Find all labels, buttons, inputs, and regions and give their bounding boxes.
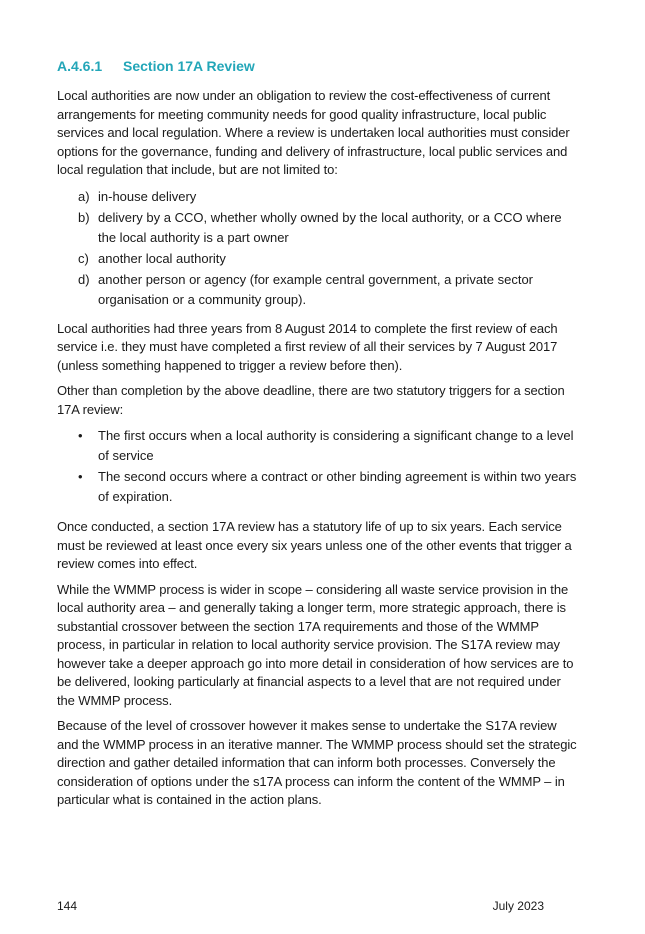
- list-item-text: The first occurs when a local authority is considering a significant change to a level of service: [98, 428, 574, 463]
- crossover-paragraph: Because of the level of crossover however it makes sense to undertake the S17A review and the WMMP process in an iterative manner. The WMMP process should set the strategic direction and gather detailed information that can inform both processes. Conversely the consideration of options under the s17A process can inform the content of the WMMP – in particular what is contained in the action plans.: [57, 718, 577, 807]
- list-item: [78, 208, 577, 248]
- list-item-text: The second occurs where a contract or other binding agreement is within two years of expiration.: [98, 469, 577, 504]
- section-heading: [57, 56, 577, 76]
- list-item: [78, 249, 577, 269]
- statutory-life-paragraph: Once conducted, a section 17A review has a statutory life of up to six years. Each service must be reviewed at least once every six years unless one of the other events that trigger a review comes into effect.: [57, 519, 572, 571]
- wmmp-scope-paragraph: While the WMMP process is wider in scope – considering all waste service provision in the local authority area – and generally taking a longer term, more strategic approach, there is substantial crossover between the section 17A requirements and those of the WMMP process, in particular in relation to local authority service provision. The S17A review may however take a deeper approach go into more detail in consideration of how services are to be delivered, looking particularly at financial aspects to a level that are not required under the WMMP process.: [57, 581, 574, 708]
- footer-date: July 2023: [492, 899, 544, 913]
- triggers-list: [57, 426, 577, 507]
- list-item-text: another person or agency (for example central government, a private sector organisation or a community group).: [98, 271, 534, 307]
- bullet-marker: •: [78, 428, 83, 443]
- document-page: [57, 56, 577, 817]
- section-title: Section 17A Review: [123, 58, 255, 74]
- list-item-text: delivery by a CCO, whether wholly owned by the local authority, or a CCO where the local authority is a part owner: [98, 209, 562, 245]
- list-item: [78, 270, 577, 310]
- intro-paragraph: Local authorities are now under an obligation to review the cost-effectiveness of current arrangements for meeting community needs for good quality infrastructure, local public services and local regulation. Where a review is undertaken local authorities must consider options for the governance, funding and delivery of infrastructure, local public services and local regulation that include, but are not limited to:: [57, 88, 570, 177]
- list-item-text: another local authority: [98, 250, 226, 266]
- list-marker: c): [78, 250, 89, 266]
- section-number: A.4.6.1: [57, 58, 103, 74]
- triggers-intro-paragraph: Other than completion by the above deadline, there are two statutory triggers for a section 17A review:: [57, 383, 565, 417]
- list-item: [78, 426, 577, 466]
- list-marker: d): [78, 271, 90, 287]
- options-list: [57, 187, 577, 310]
- page-number: 144: [57, 899, 78, 913]
- list-marker: a): [78, 188, 90, 204]
- bullet-marker: •: [78, 469, 83, 484]
- list-marker: b): [78, 209, 90, 225]
- deadline-paragraph: Local authorities had three years from 8 August 2014 to complete the first review of each service i.e. they must have completed a first review of all their services by 7 August 2017 (unless something happened to trigger a review before then).: [57, 320, 558, 373]
- list-item: [78, 187, 577, 207]
- list-item-text: in-house delivery: [98, 188, 197, 204]
- list-item: [78, 467, 577, 507]
